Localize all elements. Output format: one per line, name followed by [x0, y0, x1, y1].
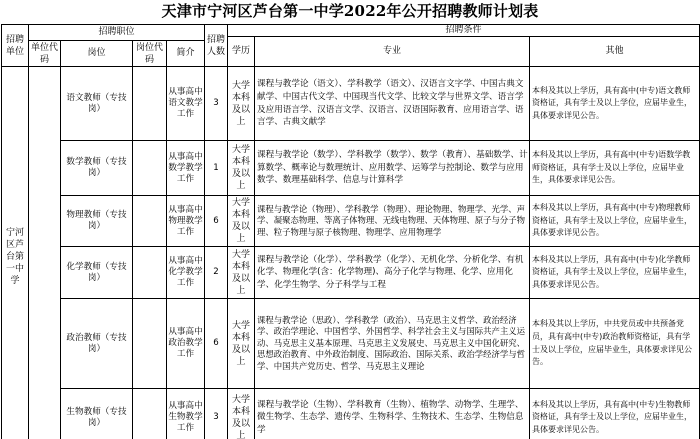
header-recruit-conditions: 招聘条件 [228, 25, 700, 37]
position-cell: 化学教师（专技岗） [61, 247, 133, 299]
major-cell: 课程与教学论（化学）、学科教学（化学）、无机化学、分析化学、有机化学、物理化学(含：化学物理)、高分子化学与物理、化学、应用化学、化学生物学、分子科学与工程 [255, 247, 530, 299]
table-row [2, 299, 700, 389]
education-cell: 大学本科及以上 [228, 67, 255, 141]
brief-cell: 从事高中物理教学工作 [167, 196, 205, 247]
brief-cell: 从事高中数学教学工作 [167, 141, 205, 196]
unit-code-cell [29, 67, 61, 439]
other-cell: 本科及其以上学历，中共党员或中共预备党员，具有高中(中专)政治教师资格证，具有学士及以上学位，应届毕业生，具体要求详见公告。 [530, 299, 700, 389]
major-cell: 课程与教学论（物理）、学科教学（物理）、理论物理、物理学、光学、声学、凝聚态物理、等离子体物理、无线电物理、天体物理、原子与分子物理、粒子物理与原子核物理、物理学、应用物理学 [255, 196, 530, 247]
other-cell: 本科及其以上学历，具有高中(中专)语数学教师资格证，具有学士及以上学位，应届毕业生，具体要求详见公告。 [530, 141, 700, 196]
unit-name-cell: 宁河区芦台第一中学 [2, 67, 29, 439]
position-code-cell [133, 299, 167, 389]
header-recruit-unit: 招聘单位 [2, 25, 29, 67]
header-position: 岗位 [61, 41, 133, 67]
position-cell: 数学教师（专技岗） [61, 141, 133, 196]
count-cell: 6 [205, 299, 228, 389]
education-cell: 大学本科及以上 [228, 389, 255, 439]
header-major: 专业 [255, 37, 530, 67]
position-cell: 物理教师（专技岗） [61, 196, 133, 247]
position-code-cell [133, 67, 167, 141]
major-cell: 课程与教学论（数学）、学科教学（数学）、数学（教育）、基础数学、计算数学、概率论与数理统计、应用数学、运筹学与控制论、数学与应用数学、数理基础科学、信息与计算科学 [255, 141, 530, 196]
brief-cell: 从事高中化学教学工作 [167, 247, 205, 299]
other-cell: 本科及其以上学历，具有高中(中专)语文教师资格证，具有学士及以上学位，应届毕业生，具体要求详见公告。 [530, 67, 700, 141]
header-row-1 [2, 25, 700, 37]
position-cell: 生物教师（专技岗） [61, 389, 133, 439]
major-cell: 课程与教学论（语文）、学科教学（语文）、汉语言文字学、中国古典文献学、中国古代文学、中国现当代文学、比较文学与世界文学、语言学及应用语言学、汉语言文学、汉语言、汉语国际教育、应用语言学、语言学、古典文献学 [255, 67, 530, 141]
other-cell: 本科及其以上学历，具有高中(中专)物理教师资格证，具有学士及以上学位，应届毕业生，具体要求详见公告。 [530, 196, 700, 247]
count-cell: 1 [205, 141, 228, 196]
brief-cell: 从事高中生物教学工作 [167, 389, 205, 439]
header-position-code: 岗位代码 [133, 41, 167, 67]
major-cell: 课程与教学论（思政）、学科教学（政治）、马克思主义哲学、政治经济学、政治学理论、中国哲学、外国哲学、科学社会主义与国际共产主义运动、马克思主义基本原理、马克思主义发展史、马克思主义中国化研究、思想政治教育、中外政治制度、国际政治、国际关系、政治学经济学与哲学、中国共产党历史、哲学、马克思主义理论 [255, 299, 530, 389]
position-cell: 政治教师（专技岗） [61, 299, 133, 389]
other-cell: 本科及其以上学历，具有高中(中专)化学教师资格证，具有学士及以上学位，应届毕业生，具体要求详见公告。 [530, 247, 700, 299]
position-code-cell [133, 389, 167, 439]
position-cell: 语文教师（专技岗） [61, 67, 133, 141]
header-recruit-count: 招聘人数 [205, 25, 228, 67]
position-code-cell [133, 141, 167, 196]
header-brief: 简介 [167, 41, 205, 67]
header-unit-code: 单位代码 [29, 41, 61, 67]
page-title: 天津市宁河区芦台第一中学2022年公开招聘教师计划表 [161, 2, 539, 20]
count-cell: 3 [205, 67, 228, 141]
count-cell: 2 [205, 247, 228, 299]
position-code-cell [133, 247, 167, 299]
count-cell: 6 [205, 196, 228, 247]
header-education: 学历 [228, 37, 255, 67]
table-row [2, 196, 700, 247]
table-row [2, 141, 700, 196]
education-cell: 大学本科及以上 [228, 196, 255, 247]
education-cell: 大学本科及以上 [228, 299, 255, 389]
major-cell: 课程与教学论（生物）、学科教育（生物）、植物学、动物学、生理学、微生物学、生态学、遗传学、生物科学、生物技术、生态学、生物信息学 [255, 389, 530, 439]
education-cell: 大学本科及以上 [228, 247, 255, 299]
count-cell: 3 [205, 389, 228, 439]
recruitment-plan-table [1, 24, 700, 439]
table-row [2, 247, 700, 299]
other-cell: 本科及其以上学历，具有高中(中专)生物教师资格证，具有学士及以上学位，应届毕业生，具体要求详见公告。 [530, 389, 700, 439]
brief-cell: 从事高中政治教学工作 [167, 299, 205, 389]
table-row [2, 389, 700, 439]
position-code-cell [133, 196, 167, 247]
table-row [2, 67, 700, 141]
brief-cell: 从事高中语文教学工作 [167, 67, 205, 141]
education-cell: 大学本科及以上 [228, 141, 255, 196]
header-recruit-position: 招聘职位 [29, 25, 205, 41]
header-other: 其他 [530, 37, 700, 67]
